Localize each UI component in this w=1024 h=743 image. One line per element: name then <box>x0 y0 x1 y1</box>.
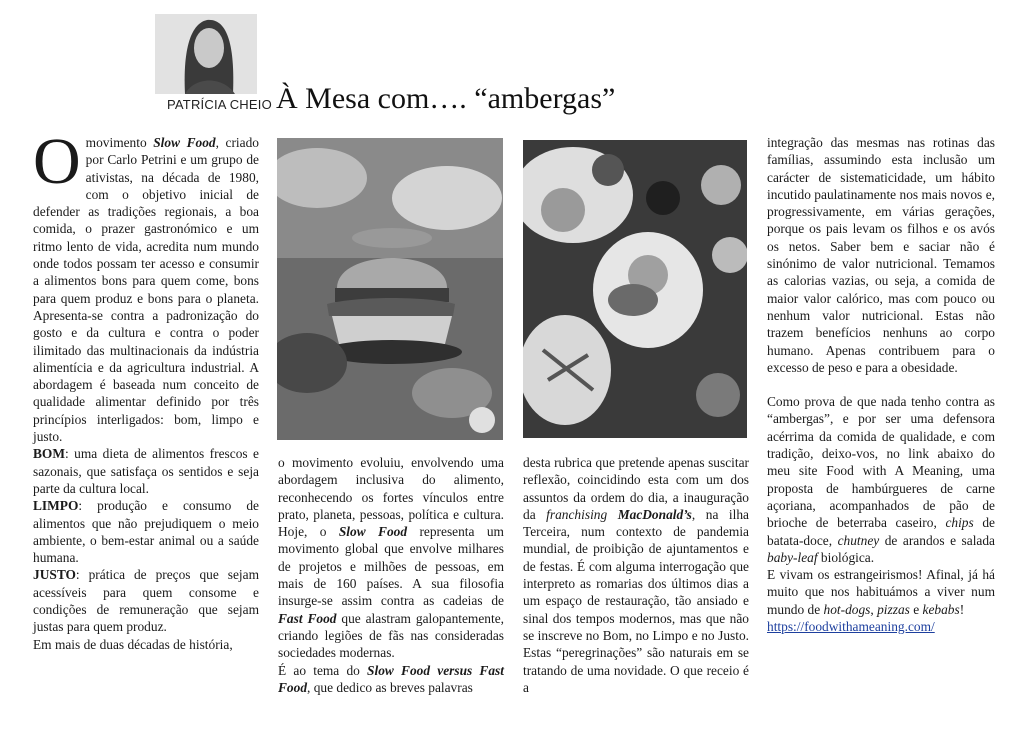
text-run: que alastram galopantemente, criando legiões de fãs nas consideradas sociedades modernas. <box>278 610 504 661</box>
text-run: , criado por Carlo Petrini e um grupo de ativistas, na década de 1980, com o objetivo inicial de defender as tradições regionais, a boa comida, o prazer gastronómico e um ritmo lento de vida, acredita num mundo onde todos possam ter acesso e consumir a alimentos bons para quem come, bons para quem produz e bons para o planeta. Apresenta-se contra a padronização do gosto e da cultura e contra o poder ilimitado das multinacionais da indústria alimentícia e da agricultura industrial. A abordagem é baseada num conceito de qualidade alimentar definido por três princípios interligados: bom, limpo e justo. <box>33 135 259 445</box>
text-run: chips <box>945 515 974 531</box>
text-run: Slow Food versus Fast Food <box>278 662 504 695</box>
text-run: LIMPO <box>33 498 79 514</box>
text-run: E vivam os estrangeirismos! Afinal, já há muito que nos habituámos a viver num mundo de <box>767 567 995 617</box>
text-run: , que dedico as breves palavras <box>307 679 473 695</box>
text-run: : prática de preços que sejam acessíveis para quem consome e condições de remuneração que sejam justas para quem produz. <box>33 567 259 635</box>
text-run: desta rubrica que pretende apenas suscitar reflexão, coincidindo esta com um dos assuntos da ordem do dia, a inauguração da <box>523 455 749 522</box>
column-2 <box>278 454 504 696</box>
col4-link-paragraph <box>767 618 995 635</box>
text-run: Fast Food <box>278 610 337 626</box>
col1-paragraph-5 <box>33 636 259 653</box>
text-run: Como prova de que nada tenho contra as “ambergas”, e por ser uma defensora acérrima da comida de qualidade, e com tradição, deixo-vos, no link abaixo do meu site Food with A Meaning, uma proposta de hambúrgueres de carne açoriana, acompanhados de pão de brioche de beterraba caseiro, <box>767 394 995 531</box>
column-4 <box>767 134 995 635</box>
col1-paragraph-1 <box>33 125 259 445</box>
text-run: É ao tema do <box>278 662 368 678</box>
author-photo <box>155 14 257 94</box>
text-run: MacDonald’s <box>617 506 692 522</box>
text-run: pizzas <box>877 601 910 617</box>
dropcap: O <box>33 125 81 198</box>
text-run: representa um movimento global que envolve milhares de projetos e milhões de pessoas, em mais de 160 países. A sua filosofia insurge-se assim contra as cadeias de <box>278 524 504 609</box>
text-run: e <box>909 601 923 617</box>
col1-paragraph-bom <box>33 445 259 497</box>
text-run <box>607 507 618 522</box>
text-run: kebabs <box>922 601 960 617</box>
text-run: chutney <box>837 532 880 548</box>
text-run: Slow Food <box>153 135 216 150</box>
text-run: movimento <box>85 135 154 150</box>
text-run: ! <box>959 601 965 617</box>
col1-paragraph-limpo <box>33 497 259 566</box>
col4-paragraph-2 <box>767 393 995 566</box>
text-run: baby-leaf <box>767 549 818 565</box>
text-run: de batata-doce, <box>767 515 995 548</box>
text-run: franchising <box>546 506 608 522</box>
text-run: biológica. <box>817 549 875 565</box>
headline: À Mesa com…. “ambergas” <box>276 82 616 115</box>
text-run: : produção e consumo de alimentos que não prejudiquem o meio ambiente, o bem-estar animal ou a saúde humana. <box>33 498 259 566</box>
author-name: PATRÍCIA CHEIO <box>167 97 272 112</box>
text-run: , na ilha Terceira, num contexto de pandemia mundial, de proibição de ajuntamentos e de festas. É com alguma interrogação que interpreto as romarias dos últimos dias a um espaço de restauração, tão ansiado e sinal dos tempos modernos, mas que não se inscreve no Bom, no Limpo e no Justo. Estas “peregrinações” são naturais em se tratando de uma novidade. O que receio é a <box>523 506 749 695</box>
text-run: hot-dogs <box>823 601 871 617</box>
column-1 <box>33 125 259 653</box>
column-3 <box>523 454 749 696</box>
col1-paragraph-justo <box>33 566 259 635</box>
burger-photo <box>277 138 503 440</box>
food-spread-photo <box>523 140 747 438</box>
text-run: JUSTO <box>33 567 76 583</box>
text-run: : uma dieta de alimentos frescos e sazonais, que satisfaça os sentidos e seja parte da cultura local. <box>33 446 259 496</box>
text-run: Em mais de duas décadas de história, <box>33 636 233 652</box>
text-run: o movimento evoluiu, envolvendo uma abordagem inclusiva do alimento, reconhecendo os fortes vínculos entre prato, planeta, pessoas, política e cultura. Hoje, o <box>278 455 504 540</box>
col4-paragraph-3 <box>767 566 995 618</box>
text-run: , <box>870 601 878 617</box>
text-run: integração das mesmas nas rotinas das famílias, assumindo esta inclusão um carácter de sistematicidade, um hábito incutido paulatinamente nos mais novos e, progressivamente, em várias gerações, porque os pais levam os filhos e os avós os netos. Saber bem e saciar não é sinónimo de valor nutricional. Temamos as calorias vazias, ou seja, a comida de maior valor calórico, mas com pouco ou nenhum valor nutricional. Estas não trazem benefícios nenhuns ao corpo humano. Apenas contribuem para o excesso de peso e para a obesidade. <box>767 135 995 375</box>
text-run: de arandos e salada <box>879 532 995 548</box>
col3-paragraph-1 <box>523 454 749 696</box>
col4-paragraph-1 <box>767 134 995 376</box>
text-run: BOM <box>33 446 65 462</box>
text-run: Slow Food <box>338 524 408 540</box>
col2-paragraph-2 <box>278 662 504 697</box>
site-link[interactable]: https://foodwithameaning.com/ <box>767 619 935 635</box>
col2-paragraph-1 <box>278 454 504 662</box>
